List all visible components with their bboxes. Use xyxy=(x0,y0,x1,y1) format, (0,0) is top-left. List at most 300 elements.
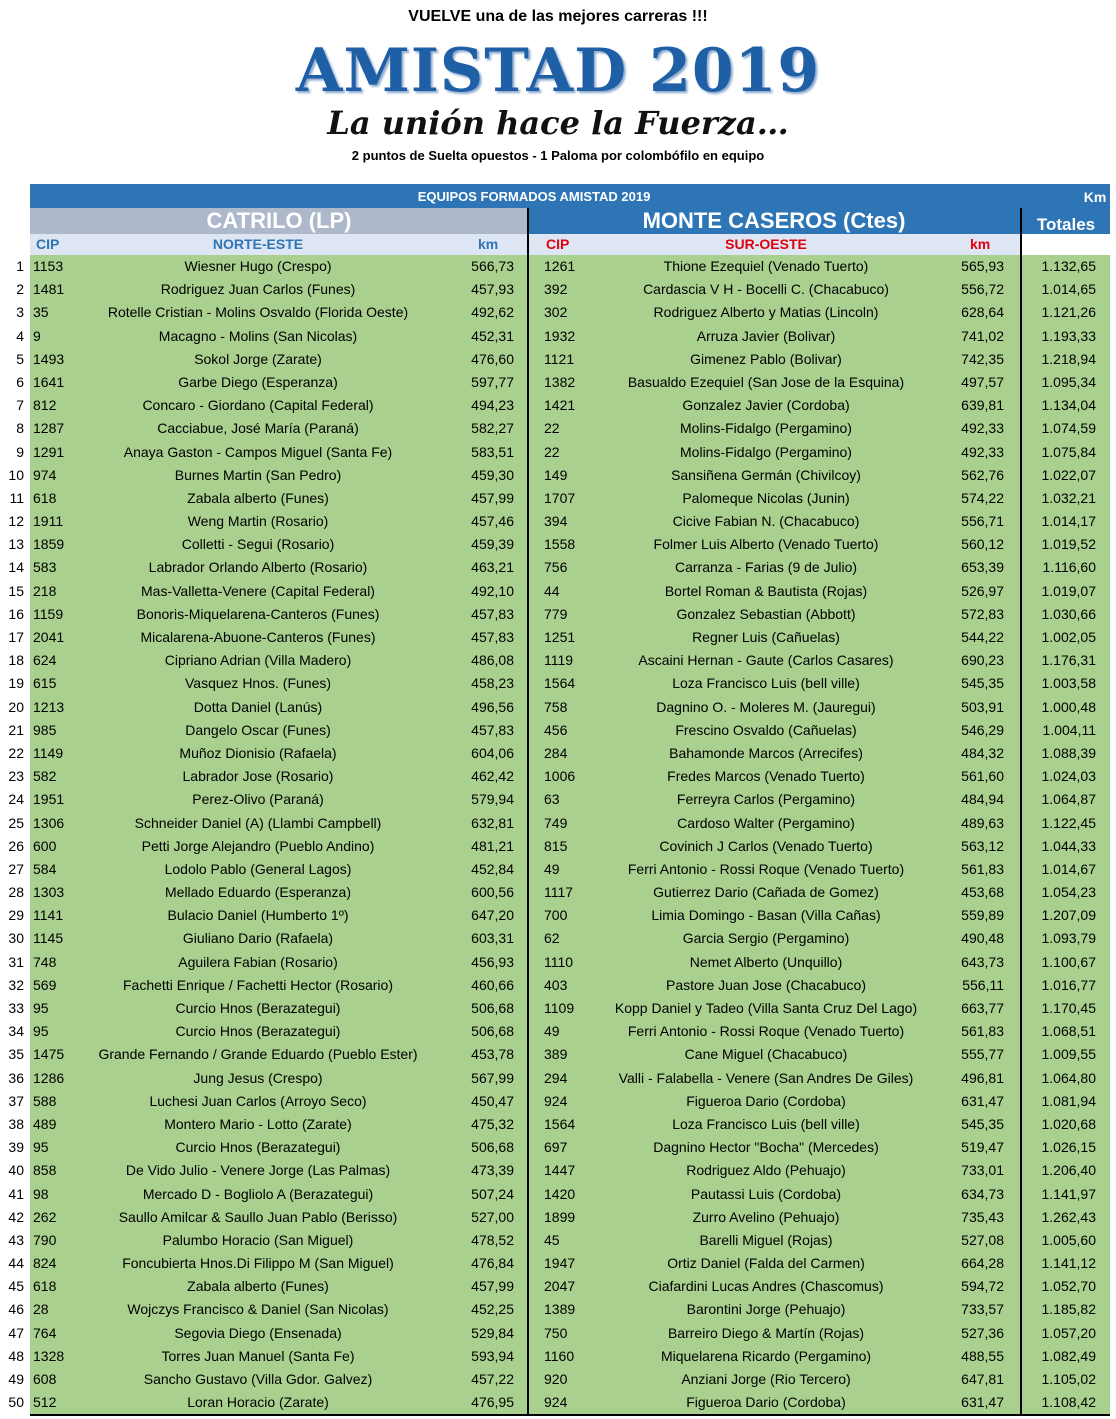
left-km: 457,99 xyxy=(471,1278,514,1295)
right-name: Frescino Osvaldo (Cañuelas) xyxy=(675,721,857,738)
left-km: 456,93 xyxy=(471,953,514,970)
total-km: 1.009,55 xyxy=(1041,1046,1096,1063)
row-number: 46 xyxy=(8,1301,24,1318)
left-km: 476,95 xyxy=(471,1394,514,1411)
row-number: 45 xyxy=(8,1278,24,1295)
left-name: Saullo Amilcar & Saullo Juan Pablo (Berisso) xyxy=(118,1208,398,1225)
total-km: 1.176,31 xyxy=(1041,652,1096,669)
left-name: Wiesner Hugo (Crespo) xyxy=(184,258,332,274)
right-km: 634,73 xyxy=(961,1185,1004,1202)
left-km: 453,78 xyxy=(471,1046,514,1063)
right-cip: 1382 xyxy=(544,373,576,390)
right-name: Zurro Avelino (Pehuajo) xyxy=(692,1208,840,1225)
total-km: 1.014,65 xyxy=(1041,281,1096,298)
right-name: Garcia Sergio (Pergamino) xyxy=(682,930,850,947)
total-km: 1.014,17 xyxy=(1041,513,1096,530)
row-number: 7 xyxy=(16,397,24,414)
right-cip: 1251 xyxy=(544,629,576,645)
table-row xyxy=(0,325,1116,348)
total-km: 1.075,84 xyxy=(1041,443,1096,460)
right-km: 490,48 xyxy=(961,930,1004,947)
right-km: 545,35 xyxy=(961,675,1004,692)
right-cip: 700 xyxy=(544,907,568,924)
right-cip-header: CIP xyxy=(546,236,570,252)
total-km: 1.000,48 xyxy=(1041,698,1096,715)
row-number: 29 xyxy=(8,907,24,924)
left-name: Vasquez Hnos. (Funes) xyxy=(184,675,332,692)
row-number: 17 xyxy=(8,629,24,645)
left-name: De Vido Julio - Venere Jorge (Las Palmas) xyxy=(125,1162,391,1179)
left-cip: 600 xyxy=(33,837,57,854)
table-row xyxy=(0,603,1116,626)
left-km: 476,84 xyxy=(471,1255,514,1272)
left-cip: 1159 xyxy=(33,605,64,622)
left-km: 459,30 xyxy=(471,466,514,483)
left-name: Dotta Daniel (Lanús) xyxy=(193,698,323,715)
left-name: Luchesi Juan Carlos (Arroyo Seco) xyxy=(149,1092,367,1109)
left-name: Aguilera Fabian (Rosario) xyxy=(178,953,338,970)
right-name: Ferri Antonio - Rossi Roque (Venado Tuerto) xyxy=(627,860,905,877)
right-cip: 403 xyxy=(544,976,568,993)
left-name: Foncubierta Hnos.Di Filippo M (San Miguel) xyxy=(122,1255,394,1272)
left-name: Cacciabue, José María (Paraná) xyxy=(157,420,359,437)
row-number: 12 xyxy=(8,513,24,530)
right-km-header: km xyxy=(970,236,991,252)
left-name: Colletti - Segui (Rosario) xyxy=(181,536,335,553)
left-cip: 35 xyxy=(33,304,49,321)
total-km: 1.030,66 xyxy=(1041,605,1096,622)
table-row xyxy=(0,1229,1116,1252)
right-cip: 1119 xyxy=(544,652,574,669)
left-name: Lodolo Pablo (General Lagos) xyxy=(164,860,352,877)
right-name: Nemet Alberto (Unquillo) xyxy=(689,953,843,970)
right-name: Loza Francisco Luis (bell ville) xyxy=(672,675,860,692)
left-group-header: CATRILO (LP) xyxy=(30,208,528,234)
right-cip: 456 xyxy=(544,721,568,738)
right-km: 556,71 xyxy=(961,513,1004,530)
row-number: 48 xyxy=(8,1347,24,1364)
left-cip: 95 xyxy=(33,1139,49,1156)
left-cip: 584 xyxy=(33,860,57,877)
row-number: 5 xyxy=(16,350,24,367)
left-name: Sancho Gustavo (Villa Gdor. Galvez) xyxy=(143,1371,373,1387)
total-km: 1.108,42 xyxy=(1041,1394,1096,1411)
total-km: 1.193,33 xyxy=(1041,327,1096,344)
left-cip: 262 xyxy=(33,1208,57,1225)
right-cip: 2047 xyxy=(544,1278,576,1295)
table-row xyxy=(0,417,1116,440)
right-name: Regner Luis (Cañuelas) xyxy=(692,629,840,645)
left-km: 478,52 xyxy=(471,1231,514,1248)
right-name: Cardoso Walter (Pergamino) xyxy=(677,814,855,831)
right-cip: 1558 xyxy=(544,536,576,553)
right-name: Ferreyra Carlos (Pergamino) xyxy=(676,791,856,808)
left-name: Grande Fernando / Grande Eduardo (Pueblo Ester) xyxy=(98,1046,418,1063)
table-row xyxy=(0,719,1116,742)
left-name: Montero Mario - Lotto (Zarate) xyxy=(164,1115,352,1132)
right-cip: 1564 xyxy=(544,675,576,692)
right-cip: 1121 xyxy=(544,350,575,367)
total-km: 1.116,60 xyxy=(1042,559,1096,576)
left-cip: 1213 xyxy=(33,698,65,715)
right-km: 545,35 xyxy=(961,1115,1004,1132)
right-cip: 302 xyxy=(544,304,568,321)
left-cip: 1951 xyxy=(33,791,65,808)
row-number: 23 xyxy=(8,768,24,785)
left-cip: 1287 xyxy=(33,420,65,437)
totals-subheader xyxy=(1022,234,1110,255)
left-cip: 748 xyxy=(33,953,57,970)
left-cip: 28 xyxy=(33,1301,49,1318)
left-name: Curcio Hnos (Berazategui) xyxy=(175,1139,341,1156)
row-number: 2 xyxy=(16,281,24,298)
right-km: 562,76 xyxy=(961,466,1004,483)
table-row xyxy=(0,1298,1116,1321)
row-number: 26 xyxy=(8,837,24,854)
table-row xyxy=(0,742,1116,765)
left-km: 452,31 xyxy=(471,327,514,344)
right-name: Sansiñena Germán (Chivilcoy) xyxy=(671,466,861,483)
left-cip: 1303 xyxy=(33,884,65,901)
table-row xyxy=(0,788,1116,811)
left-km: 566,73 xyxy=(471,258,514,274)
right-name: Bortel Roman & Bautista (Rojas) xyxy=(664,582,868,599)
right-km: 453,68 xyxy=(961,884,1004,901)
right-subheader xyxy=(528,234,1020,255)
left-km: 593,94 xyxy=(471,1347,514,1364)
total-km: 1.044,33 xyxy=(1041,837,1096,854)
left-cip: 95 xyxy=(33,1023,49,1040)
right-cip: 1389 xyxy=(544,1301,576,1318)
total-km: 1.134,04 xyxy=(1041,397,1096,414)
left-km: 459,39 xyxy=(471,536,514,553)
tagline: 2 puntos de Suelta opuestos - 1 Paloma por colombófilo en equipo xyxy=(351,148,765,163)
left-cip: 1641 xyxy=(33,373,65,390)
row-number: 43 xyxy=(8,1231,24,1248)
row-number: 37 xyxy=(8,1092,24,1109)
right-km: 741,02 xyxy=(961,327,1004,344)
left-name: Zabala alberto (Funes) xyxy=(187,1278,329,1295)
row-number: 16 xyxy=(8,605,24,622)
row-number: 25 xyxy=(8,814,24,831)
right-name: Fredes Marcos (Venado Tuerto) xyxy=(667,768,865,785)
total-km: 1.100,67 xyxy=(1041,953,1096,970)
right-cip: 756 xyxy=(544,559,568,576)
right-name: Ciafardini Lucas Andres (Chascomus) xyxy=(648,1278,884,1295)
right-cip: 749 xyxy=(544,814,568,831)
left-name: Mellado Eduardo (Esperanza) xyxy=(165,884,351,901)
left-name: Concaro - Giordano (Capital Federal) xyxy=(142,397,374,414)
table-row xyxy=(0,1159,1116,1182)
row-number: 19 xyxy=(8,675,24,692)
right-name: Arruza Javier (Bolivar) xyxy=(696,327,836,344)
left-cip: 582 xyxy=(33,768,57,785)
table-row xyxy=(0,672,1116,695)
total-km: 1.132,65 xyxy=(1041,258,1096,274)
right-cip: 920 xyxy=(544,1371,568,1387)
right-km: 527,36 xyxy=(961,1324,1004,1341)
right-km: 628,64 xyxy=(961,304,1004,321)
table-row xyxy=(0,1090,1116,1113)
row-number: 15 xyxy=(8,582,24,599)
row-number: 33 xyxy=(8,1000,24,1016)
left-cip: 974 xyxy=(33,466,57,483)
row-number: 42 xyxy=(8,1208,24,1225)
right-name: Pastore Juan Jose (Chacabuco) xyxy=(666,976,866,993)
table-row xyxy=(0,1043,1116,1066)
right-name: Ferri Antonio - Rossi Roque (Venado Tuerto) xyxy=(627,1023,905,1040)
right-km: 561,60 xyxy=(961,768,1004,785)
table-row xyxy=(0,255,1116,278)
left-name: Curcio Hnos (Berazategui) xyxy=(175,1000,341,1016)
right-km: 733,01 xyxy=(961,1162,1004,1179)
total-km: 1.019,52 xyxy=(1041,536,1096,553)
left-cip: 95 xyxy=(33,1000,49,1016)
right-km: 503,91 xyxy=(961,698,1004,715)
group-divider xyxy=(527,208,529,1414)
left-cip: 1493 xyxy=(33,350,65,367)
right-name: Covinich J Carlos (Venado Tuerto) xyxy=(659,837,873,854)
right-cip: 1117 xyxy=(544,884,574,901)
total-km: 1.026,15 xyxy=(1041,1139,1096,1156)
right-cip: 44 xyxy=(544,582,560,599)
table-bottom-border xyxy=(30,1414,1110,1416)
left-name: Bulacio Daniel (Humberto 1º) xyxy=(167,907,349,924)
left-km: 494,23 xyxy=(471,397,514,414)
left-name: Petti Jorge Alejandro (Pueblo Andino) xyxy=(141,837,375,854)
right-name: Figueroa Dario (Cordoba) xyxy=(686,1092,846,1109)
right-name: Cane Miguel (Chacabuco) xyxy=(684,1046,848,1063)
total-km: 1.022,07 xyxy=(1041,466,1096,483)
right-km: 574,22 xyxy=(961,489,1004,506)
total-km: 1.185,82 xyxy=(1041,1301,1096,1318)
right-cip: 815 xyxy=(544,837,568,854)
total-km: 1.074,59 xyxy=(1041,420,1096,437)
table-row xyxy=(0,510,1116,533)
left-km: 506,68 xyxy=(471,1000,514,1016)
right-cip: 1110 xyxy=(544,953,574,970)
right-name: Gimenez Pablo (Bolivar) xyxy=(690,350,842,367)
right-km: 643,73 xyxy=(961,953,1004,970)
right-cip: 389 xyxy=(544,1046,568,1063)
left-cip: 1859 xyxy=(33,536,65,553)
left-name: Torres Juan Manuel (Santa Fe) xyxy=(161,1347,355,1364)
right-cip: 1899 xyxy=(544,1208,576,1225)
left-name: Segovia Diego (Ensenada) xyxy=(174,1324,342,1341)
left-km: 463,21 xyxy=(471,559,514,576)
right-name: Kopp Daniel y Tadeo (Villa Santa Cruz Del Lago) xyxy=(614,1000,918,1016)
row-number: 32 xyxy=(8,976,24,993)
row-number: 39 xyxy=(8,1139,24,1156)
right-name: Gutierrez Dario (Cañada de Gomez) xyxy=(653,884,879,901)
left-km: 476,60 xyxy=(471,350,514,367)
table-row xyxy=(0,1183,1116,1206)
right-km: 497,57 xyxy=(961,373,1004,390)
table-row xyxy=(0,580,1116,603)
table-row xyxy=(0,278,1116,301)
table-row xyxy=(0,1067,1116,1090)
left-km: 458,23 xyxy=(471,675,514,692)
table-row xyxy=(0,464,1116,487)
row-number: 24 xyxy=(8,791,24,808)
totals-divider xyxy=(1020,208,1022,1414)
right-km: 496,81 xyxy=(961,1069,1004,1086)
total-km: 1.141,97 xyxy=(1041,1185,1096,1202)
left-name: Mas-Valletta-Venere (Capital Federal) xyxy=(141,582,375,599)
row-number: 27 xyxy=(8,860,24,877)
left-km: 506,68 xyxy=(471,1139,514,1156)
right-km: 561,83 xyxy=(961,860,1004,877)
left-cip: 1328 xyxy=(33,1347,65,1364)
left-cip: 985 xyxy=(33,721,57,738)
total-km: 1.064,80 xyxy=(1041,1069,1096,1086)
left-name: Muñoz Dionisio (Rafaela) xyxy=(179,744,337,761)
left-name: Bonoris-Miquelarena-Canteros (Funes) xyxy=(136,605,380,622)
left-name: Cipriano Adrian (Villa Madero) xyxy=(164,652,352,669)
right-cip: 62 xyxy=(544,930,560,947)
total-km: 1.206,40 xyxy=(1041,1162,1096,1179)
left-name: Labrador Jose (Rosario) xyxy=(182,768,334,785)
left-name: Rotelle Cristian - Molins Osvaldo (Florida Oeste) xyxy=(107,304,409,321)
right-cip: 284 xyxy=(544,744,568,761)
right-name: Miquelarena Ricardo (Pergamino) xyxy=(660,1347,872,1364)
left-cip: 1481 xyxy=(33,281,65,298)
right-name: Dagnino O. - Moleres M. (Jauregui) xyxy=(656,698,876,715)
total-km: 1.016,77 xyxy=(1041,976,1096,993)
right-km: 492,33 xyxy=(961,420,1004,437)
right-km: 733,57 xyxy=(961,1301,1004,1318)
right-name: Rodriguez Aldo (Pehuajo) xyxy=(686,1162,846,1179)
left-cip: 98 xyxy=(33,1185,49,1202)
row-number: 47 xyxy=(8,1324,24,1341)
row-number: 41 xyxy=(8,1185,24,1202)
row-number: 18 xyxy=(8,652,24,669)
total-km: 1.019,07 xyxy=(1041,582,1096,599)
left-km: 473,39 xyxy=(471,1162,514,1179)
table-row xyxy=(0,348,1116,371)
row-number: 36 xyxy=(8,1069,24,1086)
left-cip: 1145 xyxy=(33,930,64,947)
right-cip: 1447 xyxy=(544,1162,576,1179)
right-km: 561,83 xyxy=(961,1023,1004,1040)
table-row xyxy=(0,1020,1116,1043)
right-name: Loza Francisco Luis (bell ville) xyxy=(672,1115,860,1132)
left-name: Garbe Diego (Esperanza) xyxy=(178,373,338,390)
total-km: 1.032,21 xyxy=(1041,489,1096,506)
left-cip: 2041 xyxy=(33,629,65,645)
total-km: 1.170,45 xyxy=(1041,1000,1096,1016)
row-number: 28 xyxy=(8,884,24,901)
table-row xyxy=(0,974,1116,997)
table-row xyxy=(0,1391,1116,1414)
total-km: 1.052,70 xyxy=(1041,1278,1096,1295)
row-number: 8 xyxy=(16,420,24,437)
total-km: 1.082,49 xyxy=(1041,1347,1096,1364)
table-row xyxy=(0,1252,1116,1275)
left-cip: 812 xyxy=(33,397,57,414)
right-km: 594,72 xyxy=(961,1278,1004,1295)
left-cip: 569 xyxy=(33,976,57,993)
right-cip: 22 xyxy=(544,420,560,437)
total-km: 1.105,02 xyxy=(1041,1371,1096,1387)
total-km: 1.068,51 xyxy=(1041,1023,1096,1040)
left-km: 450,47 xyxy=(471,1092,514,1109)
right-km: 526,97 xyxy=(961,582,1004,599)
right-cip: 779 xyxy=(544,605,568,622)
right-km: 647,81 xyxy=(961,1371,1004,1387)
right-name: Barontini Jorge (Pehuajo) xyxy=(686,1301,846,1318)
left-name: Macagno - Molins (San Nicolas) xyxy=(158,327,358,344)
right-km: 631,47 xyxy=(961,1394,1004,1411)
right-km: 735,43 xyxy=(961,1208,1004,1225)
right-cip: 924 xyxy=(544,1092,568,1109)
right-cip: 1420 xyxy=(544,1185,576,1202)
left-name: Labrador Orlando Alberto (Rosario) xyxy=(148,559,368,576)
left-km: 579,94 xyxy=(471,791,514,808)
total-km: 1.057,20 xyxy=(1041,1324,1096,1341)
total-km: 1.207,09 xyxy=(1041,907,1096,924)
table-row xyxy=(0,556,1116,579)
left-km: 527,00 xyxy=(471,1208,514,1225)
row-number: 38 xyxy=(8,1115,24,1132)
left-km: 647,20 xyxy=(471,907,514,924)
right-name: Figueroa Dario (Cordoba) xyxy=(686,1394,846,1411)
right-km: 556,11 xyxy=(962,976,1004,993)
total-km: 1.122,45 xyxy=(1041,814,1096,831)
left-name: Schneider Daniel (A) (Llambi Campbell) xyxy=(134,814,382,831)
right-direction-header: SUR-OESTE xyxy=(725,236,807,252)
left-cip: 618 xyxy=(33,1278,57,1295)
left-cip: 618 xyxy=(33,489,57,506)
left-km: 604,06 xyxy=(471,744,514,761)
left-cip: 608 xyxy=(33,1371,57,1387)
table-row xyxy=(0,696,1116,719)
right-km: 488,55 xyxy=(961,1347,1004,1364)
table-row xyxy=(0,927,1116,950)
right-cip: 1564 xyxy=(544,1115,576,1132)
left-name: Micalarena-Abuone-Canteros (Funes) xyxy=(140,629,376,645)
left-cip: 1306 xyxy=(33,814,65,831)
table-row xyxy=(0,765,1116,788)
totals-header: Totales xyxy=(1022,208,1110,234)
row-number: 44 xyxy=(8,1255,24,1272)
right-km: 664,28 xyxy=(961,1255,1004,1272)
left-name: Zabala alberto (Funes) xyxy=(187,489,329,506)
row-number: 1 xyxy=(16,258,24,274)
row-number: 6 xyxy=(16,373,24,390)
left-name: Giuliano Dario (Rafaela) xyxy=(182,930,334,947)
right-name: Folmer Luis Alberto (Venado Tuerto) xyxy=(653,536,879,553)
right-name: Bahamonde Marcos (Arrecifes) xyxy=(669,744,863,761)
right-km: 546,29 xyxy=(961,721,1004,738)
total-km: 1.014,67 xyxy=(1041,860,1096,877)
left-name: Dangelo Oscar (Funes) xyxy=(185,721,331,738)
subtitle: La unión hace la Fuerza… xyxy=(327,104,789,142)
left-km: 583,51 xyxy=(471,443,514,460)
right-km: 555,77 xyxy=(961,1046,1004,1063)
left-km: 492,62 xyxy=(471,304,514,321)
right-cip: 392 xyxy=(544,281,568,298)
total-km: 1.020,68 xyxy=(1041,1115,1096,1132)
right-km: 639,81 xyxy=(961,397,1004,414)
table-row xyxy=(0,997,1116,1020)
km-header: Km xyxy=(1083,189,1107,205)
right-km: 653,39 xyxy=(961,559,1004,576)
total-km: 1.002,05 xyxy=(1041,629,1096,645)
right-name: Gonzalez Javier (Cordoba) xyxy=(682,397,850,414)
row-number: 9 xyxy=(16,443,24,460)
left-cip: 218 xyxy=(33,582,57,599)
